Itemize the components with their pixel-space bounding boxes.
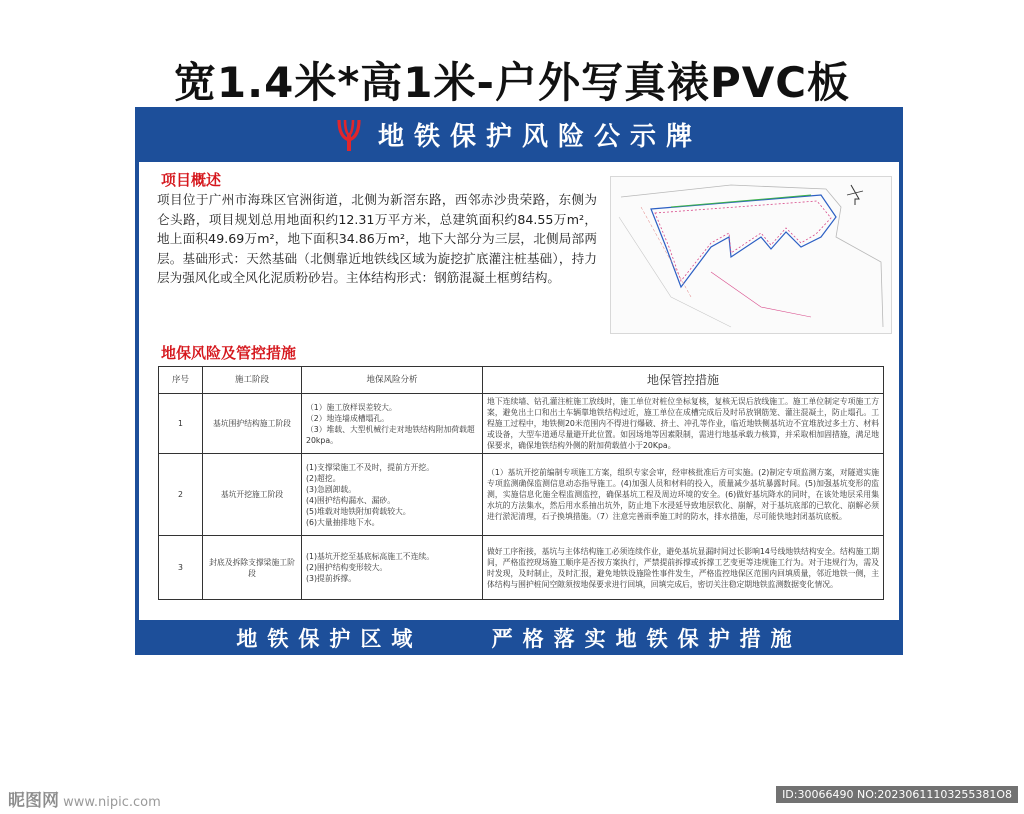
- row-stage: 基坑开挖施工阶段: [203, 454, 302, 536]
- page-title: 宽1.4米*高1米-户外写真裱PVC板: [173, 58, 851, 107]
- site-plan-image: [610, 176, 892, 334]
- board-content: [139, 162, 899, 620]
- north-arrow-icon: [847, 185, 863, 205]
- watermark-url: www.nipic.com: [63, 795, 161, 810]
- overview-text: 项目位于广州市海珠区官洲街道，北侧为新滘东路，西邻赤沙贵荣路，东侧为仑头路，项目规划总用地面积约12.31万平方米，总建筑面积约84.55万m²，地上面积49.69万m²，地下面积34.86万m²，地下大部分为三层，北侧局部两层。基础形式：天然基础（北侧靠近地铁线区域为旋挖扩底灌注桩基础），持力层为强风化或全风化泥质粉砂岩。主体结构形式：钢筋混凝土框剪结构。: [157, 192, 597, 286]
- header-risk: 地保风险分析: [302, 367, 483, 394]
- row-measures: 地下连续墙、钻孔灌注桩施工放线时，施工单位对桩位坐标复核，复核无误后放线施工。施工单位制定专项施工方案，避免出土口和出土车辆靠地铁结构过近，施工单位在成槽完成后及时吊放钢筋笼、灌注混凝土，防止塌孔。工程施工过程中，地铁侧20米范围内不得进行爆破、挤土、冲孔等作业，临近地铁侧基坑边不宜堆放过多土方、材料或设备，大型车道通尽量避开此位置。如因场地等因素限制，需进行地基承载力核算，并采取相加固措施，满足地保要求，确保地铁结构外侧的附加荷载值小于20Kpa。: [483, 394, 884, 454]
- footer-slogan: 地铁保护区域 严格落实地铁保护措施: [236, 626, 802, 651]
- risk-heading: 地保风险及管控措施: [161, 344, 297, 362]
- risk-table: [158, 366, 884, 600]
- board-header: [135, 107, 903, 162]
- overview-heading: 项目概述: [161, 171, 222, 189]
- signboard: [135, 107, 903, 655]
- table-row: [159, 454, 884, 536]
- row-risk: (1)支撑梁施工不及时，提前方开挖。 (2)超挖。 (3)急剧卸载。 (4)围护结构漏水、漏砂。 (5)堆载对地铁附加荷载较大。 (6)大量抽排地下水。: [302, 454, 483, 536]
- watermark-logo: 昵图网: [8, 791, 59, 811]
- row-risk: (1)基坑开挖至基底标高施工不连续。 (2)围护结构变形较大。 (3)提前拆撑。: [302, 536, 483, 600]
- board-title: 地铁保护风险公示牌: [377, 122, 702, 152]
- row-measures: （1）基坑开挖前编制专项施工方案，组织专家会审，经审核批准后方可实施。(2)制定专项监测方案，对隧道实施专项监测确保监测信息动态指导施工。(4)加强人员和材料的投入，质量减少基坑暴露时间。(5)加强基坑变形的监测，实施信息化施全程监测监控，确保基坑工程及周边环境的安全。(6)做好基坑降水的同时，在该处地层采用集水坑的方法集水，然后用水系抽出坑外，防止地下水浸延导致地层软化、崩解，对于基坑底部的已软化、崩解必须进行淤泥清理，石子换填措施。（7）注意完善雨季施工时的防水，排水措施，尽可能快地封闭基坑底板。: [483, 454, 884, 536]
- header-measures: 地保管控措施: [483, 367, 884, 394]
- metro-logo-icon: [336, 118, 362, 152]
- table-header-row: [159, 367, 884, 394]
- row-no: 3: [159, 536, 203, 600]
- board-footer: [135, 620, 903, 655]
- header-stage: 施工阶段: [203, 367, 302, 394]
- table-row: [159, 394, 884, 454]
- watermark-id: ID:30066490 NO:20230611103255381O8: [776, 786, 1018, 803]
- watermark-left: [8, 786, 161, 811]
- row-measures: 做好工序衔接，基坑与主体结构施工必须连续作业，避免基坑显漏时间过长影响14号线地铁结构安全。结构施工期间，严格监控现场施工顺序是否按方案执行，严禁提前拆撑或拆撑工艺变更等违规施工行为。对于违规行为，需及时发现，及时制止，及时汇报，避免地铁设施险性事件发生，严格监控地保区范围内回填质量，邻近地铁一侧，主体结构与围护桩间空隙须按地保要求进行回填，回填完成后，密切关注稳定期地铁监测数据变化情况。: [483, 536, 884, 600]
- row-risk: （1）施工放样误差较大。 （2）地连墙成槽塌孔。 （3）堆载、大型机械行走对地铁结构附加荷载超 20kpa。: [302, 394, 483, 454]
- table-row: [159, 536, 884, 600]
- row-stage: 封底及拆除支撑梁施工阶段: [203, 536, 302, 600]
- row-stage: 基坑围护结构施工阶段: [203, 394, 302, 454]
- header-no: 序号: [159, 367, 203, 394]
- row-no: 1: [159, 394, 203, 454]
- row-no: 2: [159, 454, 203, 536]
